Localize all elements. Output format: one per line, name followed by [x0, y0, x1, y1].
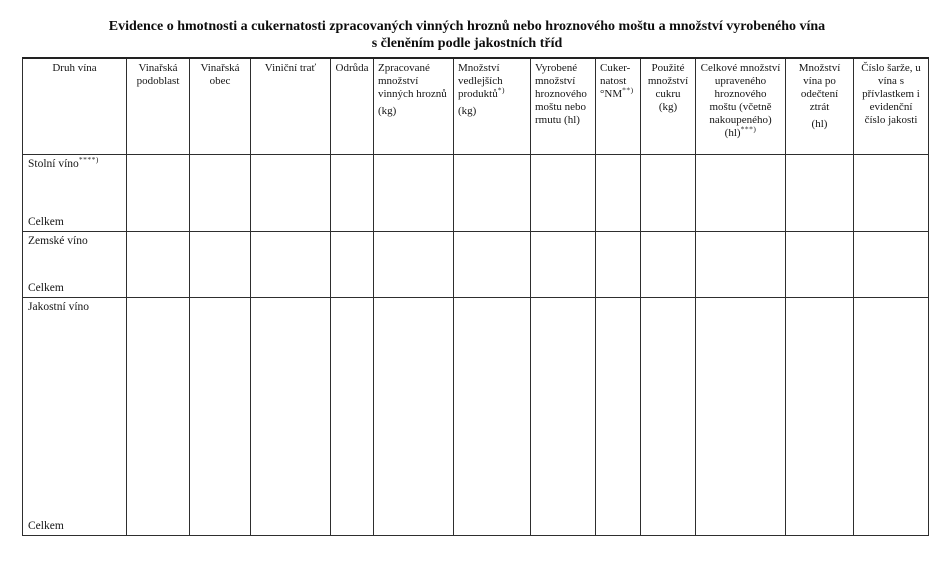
header-unit: (kg): [458, 105, 477, 117]
header-text: Viniční trať: [264, 62, 317, 74]
header-text: Množství vína po odečtení ztrát: [798, 62, 841, 113]
col-header-vinarska-podoblast: [127, 58, 190, 154]
title-line-1: Evidence o hmotnosti a cukernatosti zpracovaných vinných hroznů nebo hroznového moštu a množství vyrobeného vína: [108, 19, 826, 34]
col-header-odruda: [331, 58, 374, 154]
wine-type-cell-zemske: [23, 231, 127, 297]
wine-type-cell-stolni: [23, 154, 127, 231]
empty-data-cell: [696, 231, 786, 297]
empty-data-cell: [190, 297, 251, 535]
wine-type-label: [28, 154, 99, 171]
col-header-druh-vina: [23, 58, 127, 154]
footnote-marker: ****): [78, 154, 99, 164]
header-text: Vinařská obec: [200, 62, 240, 87]
header-unit: (kg): [378, 105, 397, 117]
empty-data-cell: [641, 297, 696, 535]
empty-data-cell: [641, 231, 696, 297]
footnote-marker: ***): [740, 124, 757, 134]
wine-type-label: [28, 301, 89, 314]
col-header-vinarska-obec: [190, 58, 251, 154]
header-text: Vyrobené množství hroznového moštu nebo rmutu (hl): [535, 62, 587, 126]
empty-data-cell: [786, 231, 854, 297]
header-text: Zpracované množství vinných hroznů: [378, 62, 447, 100]
empty-data-cell: [786, 297, 854, 535]
celkem-label: Celkem: [28, 519, 64, 532]
empty-data-cell: [786, 154, 854, 231]
col-header-vedlejsi-produkty: [454, 58, 531, 154]
empty-data-cell: [190, 231, 251, 297]
empty-data-cell: [190, 154, 251, 231]
footnote-marker: *): [497, 85, 505, 95]
empty-data-cell: [374, 154, 454, 231]
empty-data-cell: [854, 154, 929, 231]
empty-data-cell: [696, 297, 786, 535]
empty-data-cell: [331, 231, 374, 297]
wine-type-text: Stolní víno: [28, 157, 79, 170]
wine-type-text: Zemské víno: [28, 234, 88, 247]
empty-data-cell: [127, 154, 190, 231]
document-title: [0, 19, 934, 52]
empty-data-cell: [251, 231, 331, 297]
col-header-cislo-sarze: [854, 58, 929, 154]
header-text: Cuker-natost °NM: [600, 62, 631, 100]
row-jakostni-vino: [23, 297, 929, 535]
col-header-zpracovane-mnozstvi: [374, 58, 454, 154]
celkem-label: Celkem: [28, 281, 64, 294]
empty-data-cell: [331, 297, 374, 535]
col-header-cukernatost: [596, 58, 641, 154]
empty-data-cell: [127, 231, 190, 297]
empty-data-cell: [596, 297, 641, 535]
col-header-pouzite-mnozstvi-cukru: [641, 58, 696, 154]
empty-data-cell: [531, 297, 596, 535]
header-text: Množství vedlejších produktů: [458, 62, 503, 100]
wine-type-cell-jakostni: [23, 297, 127, 535]
empty-data-cell: [531, 231, 596, 297]
empty-data-cell: [454, 231, 531, 297]
col-header-vyrobene-mnozstvi-mostu: [531, 58, 596, 154]
row-zemske-vino: [23, 231, 929, 297]
table-header-row: [23, 58, 929, 154]
empty-data-cell: [854, 231, 929, 297]
wine-type-label: [28, 235, 88, 248]
header-text: Číslo šarže, u vína s přívlastkem i evidenční číslo jakosti: [861, 62, 921, 126]
empty-data-cell: [374, 297, 454, 535]
header-text: Druh vína: [52, 62, 97, 74]
empty-data-cell: [854, 297, 929, 535]
col-header-vinicni-trat: [251, 58, 331, 154]
empty-data-cell: [251, 297, 331, 535]
empty-data-cell: [251, 154, 331, 231]
col-header-mnozstvi-vina-po-odecteni: [786, 58, 854, 154]
header-text: Vinařská podoblast: [136, 62, 180, 87]
row-stolni-vino: [23, 154, 929, 231]
header-text: Použité množství cukru (kg): [647, 62, 689, 113]
wine-type-text: Jakostní víno: [28, 300, 90, 313]
empty-data-cell: [596, 231, 641, 297]
col-header-celkove-mnozstvi-mostu: [696, 58, 786, 154]
empty-data-cell: [374, 231, 454, 297]
empty-data-cell: [127, 297, 190, 535]
empty-data-cell: [331, 154, 374, 231]
empty-data-cell: [454, 297, 531, 535]
empty-data-cell: [596, 154, 641, 231]
wine-evidence-table: [22, 57, 929, 536]
footnote-marker: **): [622, 85, 634, 95]
empty-data-cell: [531, 154, 596, 231]
empty-data-cell: [696, 154, 786, 231]
header-text: Odrůda: [335, 62, 369, 74]
empty-data-cell: [454, 154, 531, 231]
header-text: Celkové množství upraveného hroznového moštu (včetně nakoupeného) (hl): [700, 62, 781, 139]
title-line-2: s členěním podle jakostních tříd: [371, 35, 563, 51]
header-unit: (hl): [811, 118, 828, 130]
empty-data-cell: [641, 154, 696, 231]
celkem-label: Celkem: [28, 215, 64, 228]
